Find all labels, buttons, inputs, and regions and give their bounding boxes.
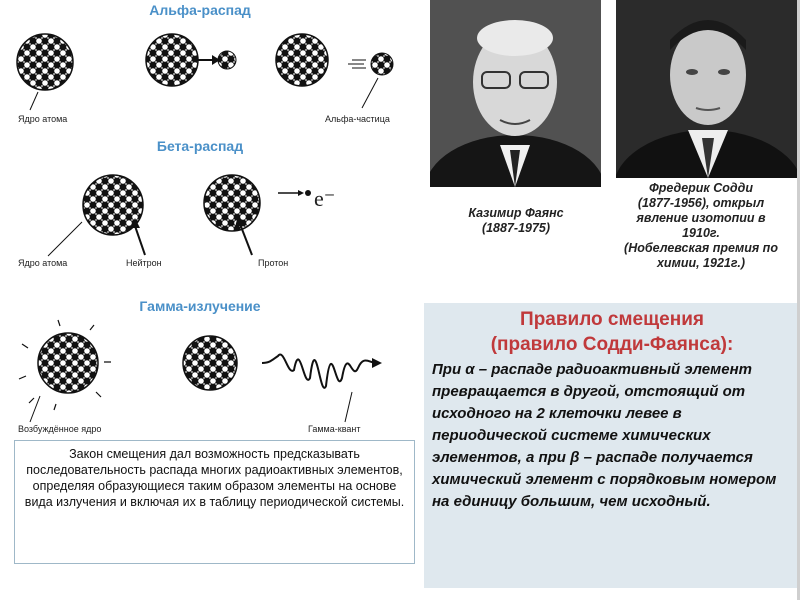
- soddy-caption-line: (Нобелевская премия по: [624, 241, 778, 255]
- fajans-portrait: [430, 0, 601, 187]
- beta-decay-diagram: [0, 160, 415, 260]
- gamma-emission-title: Гамма-излучение: [139, 298, 261, 314]
- fajans-name: Казимир Фаянс: [468, 206, 564, 220]
- soddy-caption-line: (1877-1956), открыл: [637, 196, 765, 210]
- electron-symbol: e⁻: [314, 186, 336, 211]
- soddy-caption-line: химии, 1921г.): [656, 256, 745, 270]
- fajans-years: (1887-1975): [481, 221, 551, 235]
- alpha-nucleus-label: Ядро атома: [18, 114, 68, 124]
- soddy-caption-line: Фредерик Содди: [648, 181, 753, 195]
- rule-title-line: Правило смещения: [520, 309, 704, 330]
- note-text: Закон смещения дал возможность предсказывать последовательность распада многих радиоактивных элементов, определяя образующиеся таким образом элементы на основе вида излучения и включая их в таблицу периодической системы.: [24, 447, 405, 509]
- beta-decay-title: Бета-распад: [156, 138, 244, 154]
- nucleus-icon: [146, 34, 198, 86]
- soddy-caption-line: 1910г.: [682, 226, 720, 240]
- alpha-decay-title: Альфа-распад: [149, 2, 251, 18]
- neutron-label: Нейтрон: [126, 258, 162, 268]
- rule-title-line: (правило Содди-Фаянса):: [490, 334, 734, 355]
- alpha-particle-label: Альфа-частица: [325, 114, 390, 124]
- nucleus-icon: [17, 34, 73, 90]
- gamma-emission-diagram: [0, 318, 415, 428]
- gamma-wave-icon: [262, 355, 378, 388]
- excited-nucleus-label: Возбуждённое ядро: [18, 424, 102, 434]
- alpha-particle-icon: [218, 51, 236, 69]
- rule-body: При α – распаде радиоактивный элемент превращается в другой, отстоящий от исходного на 2 клеточки левее в периодической системе химических элементов, а при β – распаде получается химический элемент с порядковым номером на единицу большим, чем исходный.: [432, 361, 777, 510]
- alpha-particle-icon: [371, 53, 393, 75]
- soddy-caption-line: явление изотопии в: [636, 211, 766, 225]
- decay-diagram-panel: [0, 0, 415, 440]
- alpha-decay-diagram: [0, 20, 415, 120]
- soddy-caption: [604, 181, 798, 271]
- displacement-law-note: [14, 440, 415, 564]
- nucleus-icon: [276, 34, 328, 86]
- beta-nucleus-label: Ядро атома: [18, 258, 68, 268]
- gamma-quantum-label: Гамма-квант: [308, 424, 361, 434]
- rule-title: [424, 303, 800, 357]
- nucleus-icon: [204, 175, 260, 231]
- nucleus-icon: [183, 336, 237, 390]
- proton-label: Протон: [258, 258, 289, 268]
- fajans-caption: [430, 206, 602, 236]
- excited-nucleus-icon: [38, 333, 98, 393]
- displacement-rule-box: [424, 303, 800, 588]
- soddy-portrait: [616, 0, 800, 178]
